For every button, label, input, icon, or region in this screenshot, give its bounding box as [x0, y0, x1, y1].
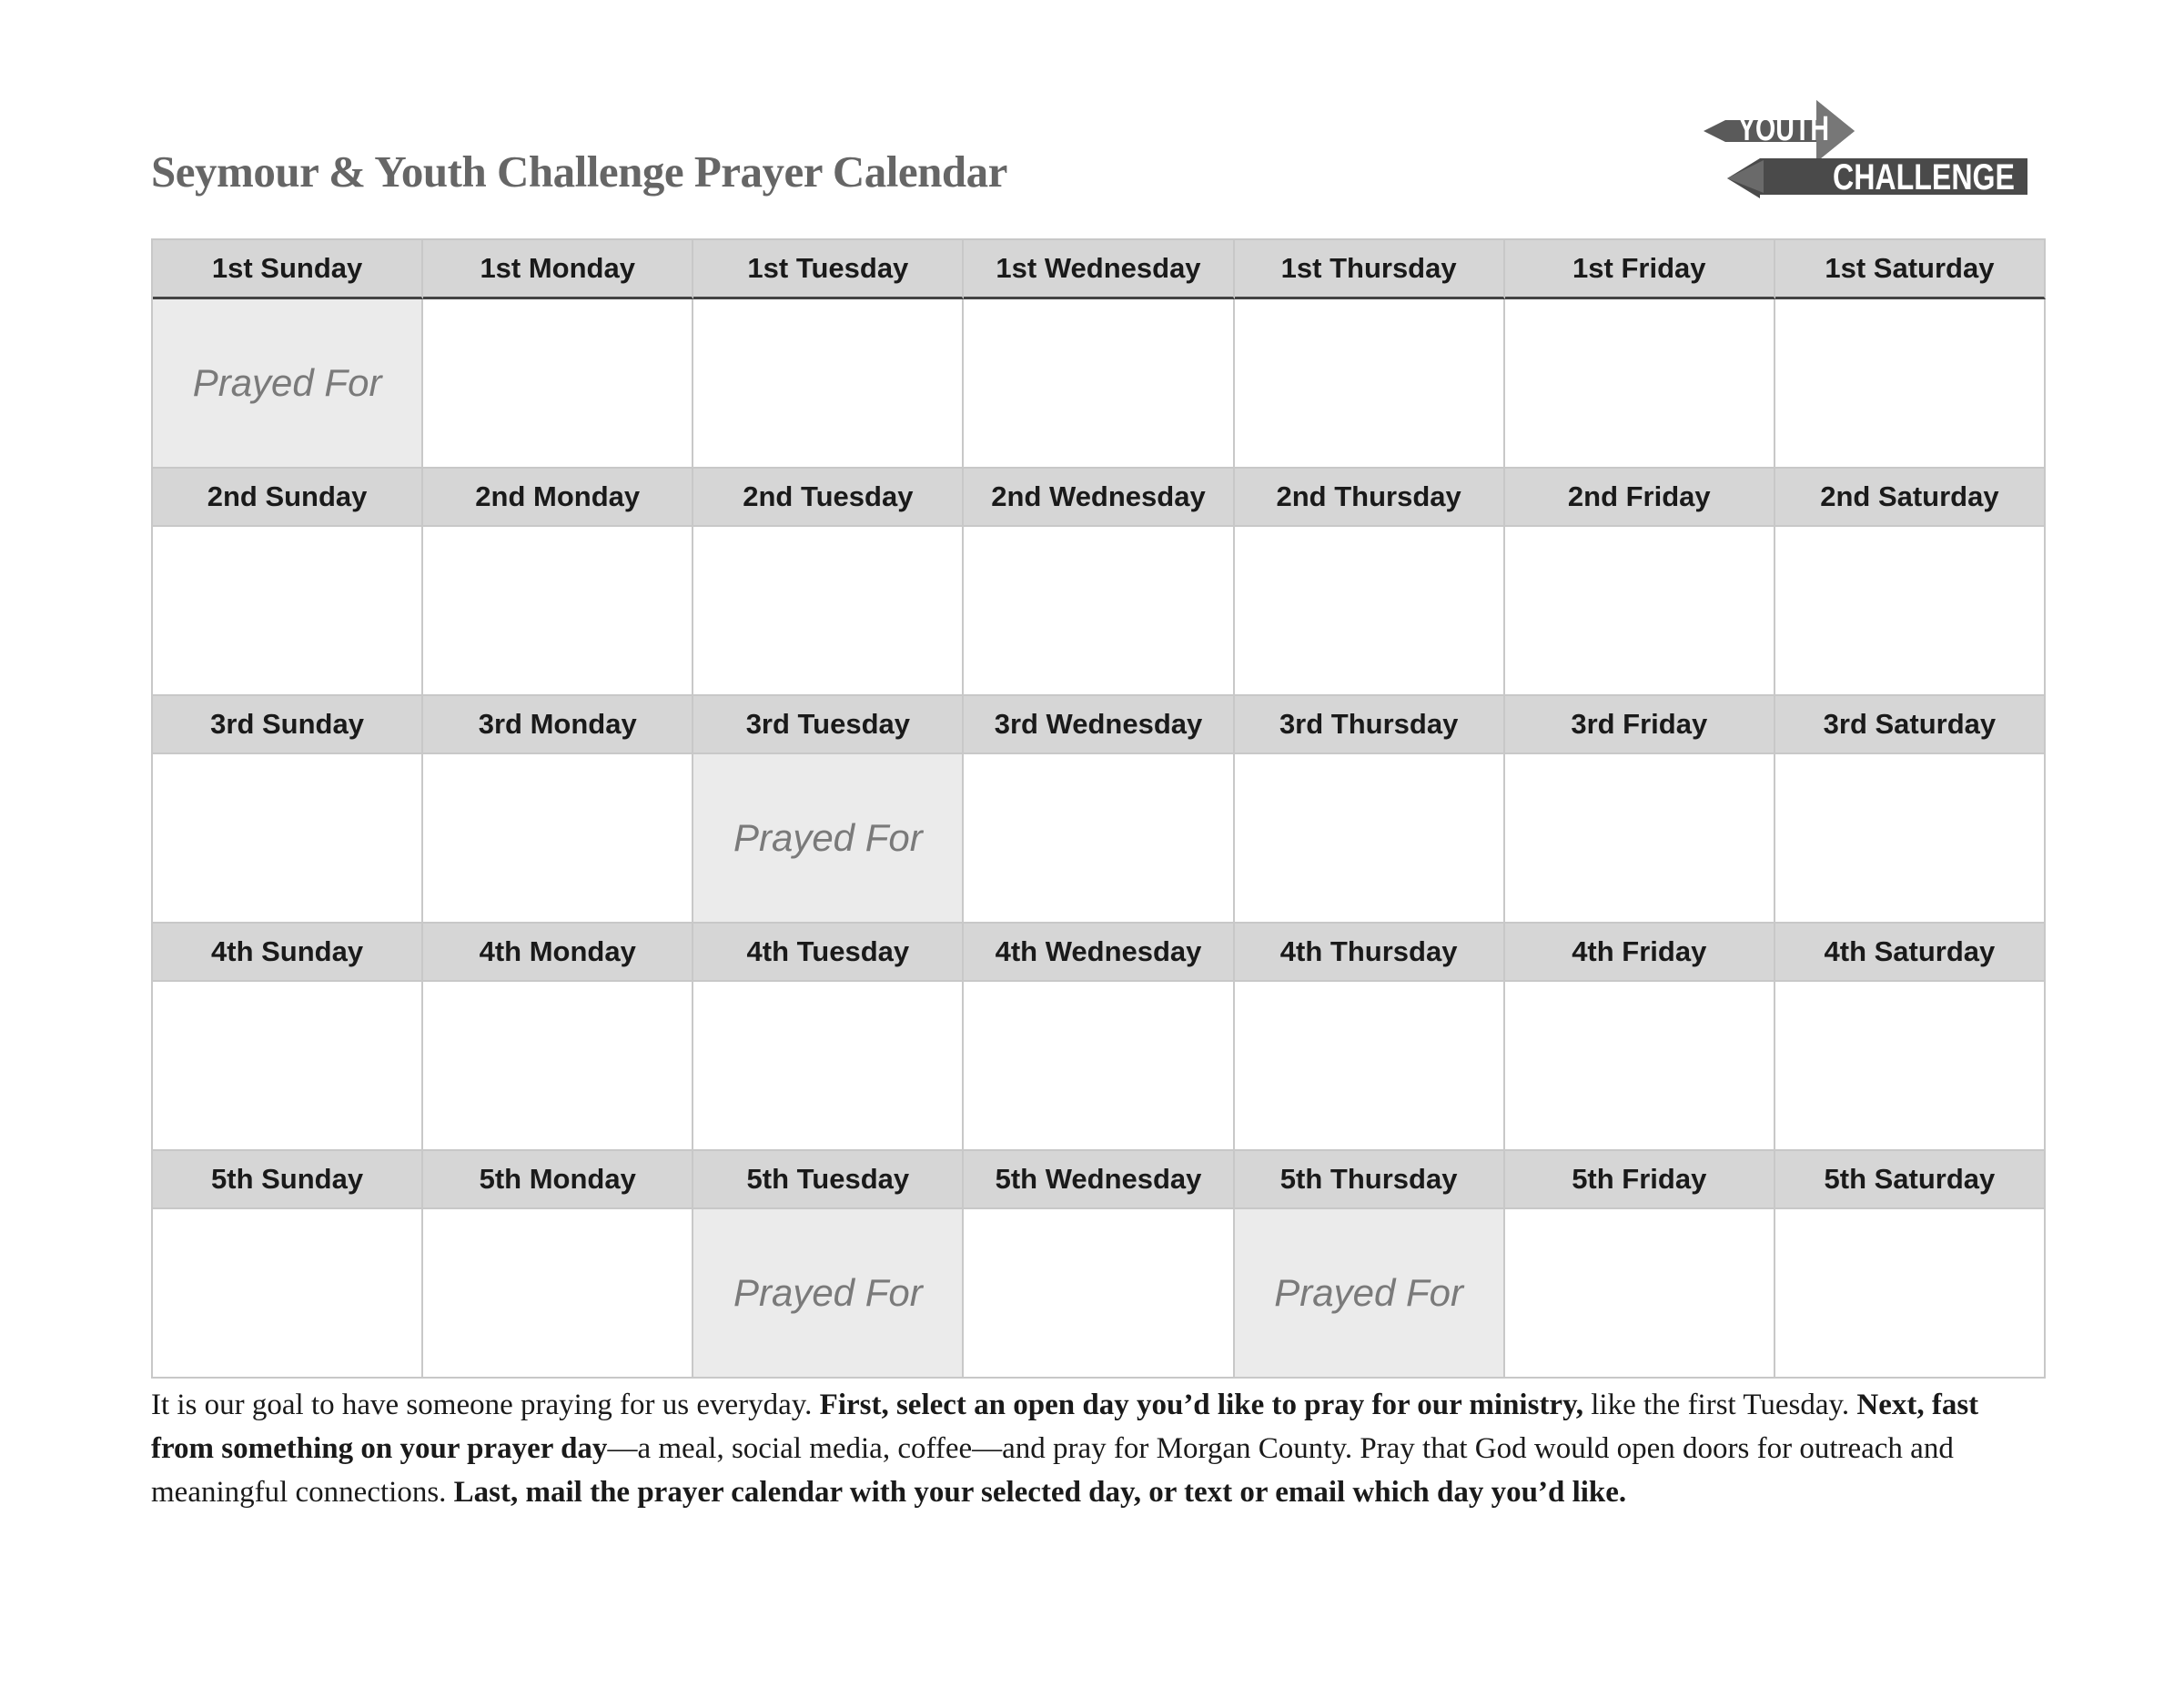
day-header: 1st Sunday	[153, 240, 423, 299]
day-cell[interactable]	[693, 982, 964, 1151]
day-header: 3rd Sunday	[153, 696, 423, 754]
day-cell[interactable]	[153, 754, 423, 924]
day-cell[interactable]	[693, 299, 964, 469]
day-header: 5th Tuesday	[693, 1151, 964, 1209]
day-cell[interactable]	[1505, 1209, 1775, 1379]
week-3-days-row	[153, 754, 2046, 924]
day-header: 2nd Saturday	[1775, 469, 2046, 527]
day-header: 1st Monday	[423, 240, 693, 299]
instructions-step-next: Next, fast from something on your prayer day	[151, 1389, 1979, 1465]
instructions-detail: —a meal, social media, coffee—and pray for Morgan County. Pray that God would open doors for outreach and meaningful connections.	[151, 1432, 1954, 1509]
day-header: 2nd Wednesday	[964, 469, 1234, 527]
day-cell[interactable]	[1505, 982, 1775, 1151]
week-5-days-row	[153, 1209, 2046, 1379]
day-header: 3rd Monday	[423, 696, 693, 754]
day-header: 1st Thursday	[1235, 240, 1505, 299]
day-cell[interactable]	[1235, 527, 1505, 696]
week-4-days-row	[153, 982, 2046, 1151]
day-header: 1st Tuesday	[693, 240, 964, 299]
day-header: 4th Sunday	[153, 924, 423, 982]
day-header: 3rd Saturday	[1775, 696, 2046, 754]
day-cell[interactable]	[423, 754, 693, 924]
week-3-header-row	[153, 696, 2046, 754]
day-cell[interactable]	[964, 1209, 1234, 1379]
double-arrow-logo-icon	[1700, 98, 2038, 198]
day-cell[interactable]	[423, 527, 693, 696]
day-header: 1st Saturday	[1775, 240, 2046, 299]
day-cell-prayed[interactable]: Prayed For	[153, 299, 423, 469]
day-header: 4th Tuesday	[693, 924, 964, 982]
youth-challenge-logo	[1700, 98, 2038, 198]
logo-word-youth: YOUTH	[1738, 110, 1829, 148]
week-1-header-row	[153, 240, 2046, 299]
day-cell-prayed[interactable]: Prayed For	[1235, 1209, 1505, 1379]
day-header: 4th Monday	[423, 924, 693, 982]
day-header: 5th Saturday	[1775, 1151, 2046, 1209]
day-header: 4th Friday	[1505, 924, 1775, 982]
day-header: 5th Sunday	[153, 1151, 423, 1209]
day-cell[interactable]	[423, 1209, 693, 1379]
day-header: 2nd Thursday	[1235, 469, 1505, 527]
week-2-days-row	[153, 527, 2046, 696]
day-header: 5th Monday	[423, 1151, 693, 1209]
logo-word-challenge: CHALLENGE	[1833, 157, 2015, 197]
day-header: 3rd Tuesday	[693, 696, 964, 754]
day-header: 1st Friday	[1505, 240, 1775, 299]
day-cell[interactable]	[1505, 527, 1775, 696]
day-header: 4th Thursday	[1235, 924, 1505, 982]
day-cell[interactable]	[964, 299, 1234, 469]
day-cell[interactable]	[1235, 299, 1505, 469]
day-cell[interactable]	[1505, 299, 1775, 469]
day-cell[interactable]	[1775, 982, 2046, 1151]
day-header: 3rd Wednesday	[964, 696, 1234, 754]
week-4-header-row	[153, 924, 2046, 982]
day-header: 2nd Friday	[1505, 469, 1775, 527]
day-cell[interactable]	[964, 754, 1234, 924]
week-1-days-row	[153, 299, 2046, 469]
day-cell[interactable]	[423, 299, 693, 469]
day-cell[interactable]	[1775, 1209, 2046, 1379]
day-cell[interactable]	[693, 527, 964, 696]
day-cell[interactable]	[1505, 754, 1775, 924]
day-cell-prayed[interactable]: Prayed For	[693, 1209, 964, 1379]
day-header: 4th Saturday	[1775, 924, 2046, 982]
prayer-calendar-grid	[151, 238, 2046, 1379]
day-header: 2nd Monday	[423, 469, 693, 527]
instructions-step-first: First, select an open day you’d like to pray for our ministry,	[819, 1389, 1584, 1421]
day-header: 5th Thursday	[1235, 1151, 1505, 1209]
day-cell[interactable]	[1775, 527, 2046, 696]
day-header: 2nd Tuesday	[693, 469, 964, 527]
week-5-header-row	[153, 1151, 2046, 1209]
day-header: 2nd Sunday	[153, 469, 423, 527]
day-cell[interactable]	[964, 527, 1234, 696]
day-cell[interactable]	[1235, 982, 1505, 1151]
day-cell[interactable]	[964, 982, 1234, 1151]
day-cell[interactable]	[1775, 299, 2046, 469]
instructions-step-last: Last, mail the prayer calendar with your selected day, or text or email which day you’d like.	[453, 1476, 1627, 1509]
day-header: 3rd Thursday	[1235, 696, 1505, 754]
day-cell[interactable]	[423, 982, 693, 1151]
instructions-example: like the first Tuesday.	[1583, 1389, 1857, 1421]
day-header: 5th Friday	[1505, 1151, 1775, 1209]
day-header: 3rd Friday	[1505, 696, 1775, 754]
page-title: Seymour & Youth Challenge Prayer Calendar	[151, 146, 1007, 197]
day-cell[interactable]	[153, 1209, 423, 1379]
day-cell[interactable]	[1775, 754, 2046, 924]
day-cell[interactable]	[153, 982, 423, 1151]
day-cell-prayed[interactable]: Prayed For	[693, 754, 964, 924]
day-header: 5th Wednesday	[964, 1151, 1234, 1209]
day-header: 4th Wednesday	[964, 924, 1234, 982]
week-2-header-row	[153, 469, 2046, 527]
instructions-paragraph	[151, 1383, 2044, 1514]
instructions-intro: It is our goal to have someone praying for us everyday.	[151, 1389, 820, 1421]
day-cell[interactable]	[1235, 754, 1505, 924]
day-cell[interactable]	[153, 527, 423, 696]
day-header: 1st Wednesday	[964, 240, 1234, 299]
